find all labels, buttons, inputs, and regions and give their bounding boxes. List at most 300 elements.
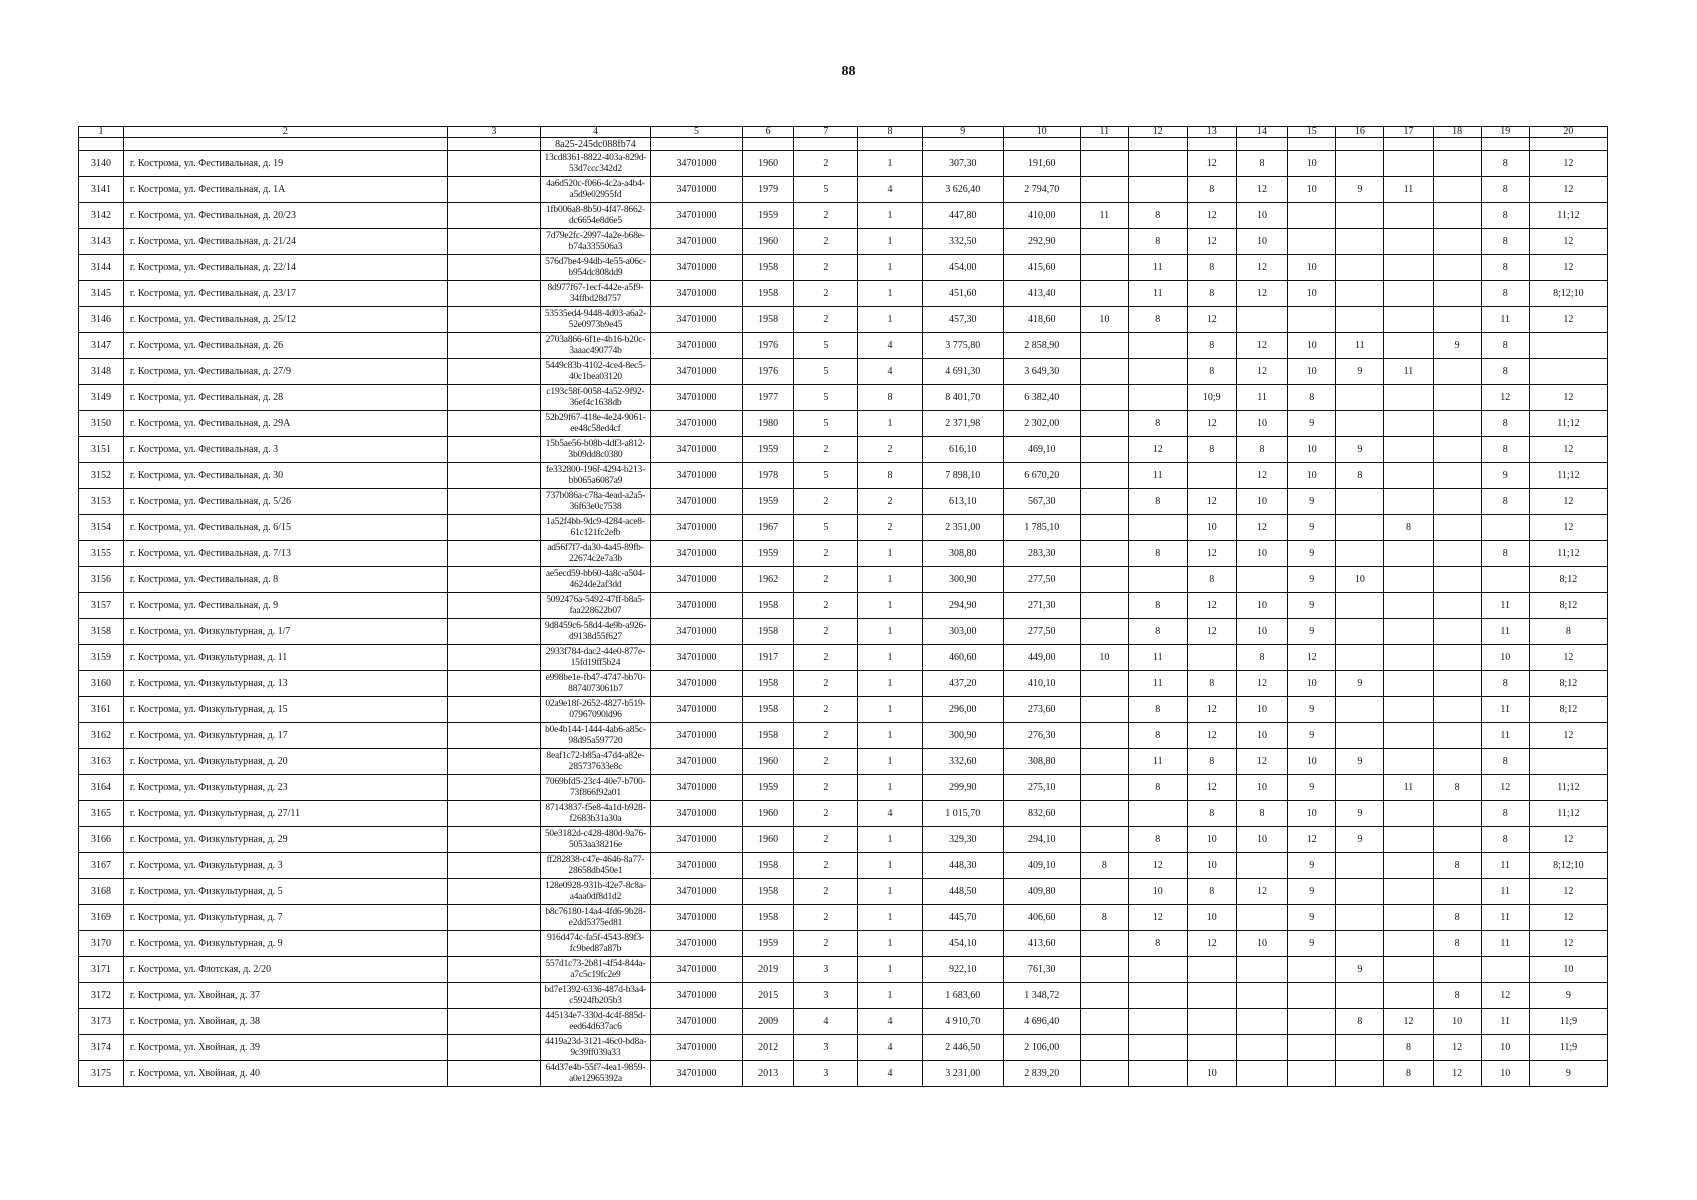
cell-col-2: г. Кострома, ул. Физкультурная, д. 15 [123, 697, 447, 723]
cell-col-5: 34701000 [651, 359, 743, 385]
cell-col-4: 576d7be4-94db-4e55-a06c-b954dc808dd9 [540, 255, 650, 281]
cell-col-12: 11 [1128, 255, 1187, 281]
cell-col-16 [1336, 307, 1384, 333]
cell-col-12: 8 [1128, 203, 1187, 229]
cell-col-19: 11 [1481, 593, 1529, 619]
cell-col-2: г. Кострома, ул. Флотская, д. 2/20 [123, 957, 447, 983]
table-row [79, 749, 1608, 775]
cell-col-13: 12 [1187, 593, 1236, 619]
cell-col-15: 12 [1288, 645, 1336, 671]
cell-col-14 [1236, 1061, 1287, 1087]
cell-col-10: 273,60 [1003, 697, 1080, 723]
cell-col-15 [1288, 203, 1336, 229]
cell-col-2: г. Кострома, ул. Фестивальная, д. 29А [123, 411, 447, 437]
cell-col-4: 1a52f4bb-9dc9-4284-ace8-61c121fc2efb [540, 515, 650, 541]
cell-col-8: 1 [858, 827, 922, 853]
cell-col-2: г. Кострома, ул. Физкультурная, д. 27/11 [123, 801, 447, 827]
cell-col-17 [1384, 151, 1433, 177]
cell-col-1 [79, 138, 124, 151]
cell-col-5: 34701000 [651, 567, 743, 593]
cell-col-20: 8 [1529, 619, 1607, 645]
cell-col-5: 34701000 [651, 749, 743, 775]
cell-col-12 [1128, 177, 1187, 203]
cell-col-10: 410,00 [1003, 203, 1080, 229]
cell-col-1: 3171 [79, 957, 124, 983]
table-row [79, 359, 1608, 385]
cell-col-20: 12 [1529, 515, 1607, 541]
cell-col-20: 11;12 [1529, 541, 1607, 567]
cell-col-3 [447, 177, 540, 203]
cell-col-11 [1080, 749, 1128, 775]
cell-col-19: 8 [1481, 229, 1529, 255]
cell-col-12 [1128, 1061, 1187, 1087]
cell-col-20: 9 [1529, 1061, 1607, 1087]
cell-col-9: 3 231,00 [922, 1061, 1003, 1087]
cell-col-14 [1236, 983, 1287, 1009]
cell-col-1: 3145 [79, 281, 124, 307]
cell-col-8: 1 [858, 879, 922, 905]
cell-col-5: 34701000 [651, 255, 743, 281]
cell-col-10: 567,30 [1003, 489, 1080, 515]
housing-register-table [78, 126, 1608, 1087]
cell-col-10: 4 696,40 [1003, 1009, 1080, 1035]
cell-col-16 [1336, 645, 1384, 671]
cell-col-20: 12 [1529, 931, 1607, 957]
cell-col-17: 8 [1384, 515, 1433, 541]
cell-col-18 [1433, 619, 1481, 645]
table-row [79, 333, 1608, 359]
table-row [79, 645, 1608, 671]
cell-col-18 [1433, 723, 1481, 749]
cell-col-17 [1384, 567, 1433, 593]
cell-col-12 [1128, 1035, 1187, 1061]
cell-col-12: 11 [1128, 645, 1187, 671]
cell-col-7: 2 [794, 541, 858, 567]
cell-col-12: 8 [1128, 723, 1187, 749]
cell-col-9: 445,70 [922, 905, 1003, 931]
cell-col-14 [1236, 957, 1287, 983]
cell-col-17 [1384, 957, 1433, 983]
cell-col-18 [1433, 203, 1481, 229]
cell-col-6: 1960 [742, 801, 793, 827]
cell-col-18: 10 [1433, 1009, 1481, 1035]
cell-col-1: 3157 [79, 593, 124, 619]
cell-col-16: 8 [1336, 463, 1384, 489]
cell-col-5: 34701000 [651, 177, 743, 203]
cell-col-10: 308,80 [1003, 749, 1080, 775]
cell-col-17 [1384, 255, 1433, 281]
cell-col-17 [1384, 801, 1433, 827]
cell-col-5: 34701000 [651, 1035, 743, 1061]
cell-col-1: 3172 [79, 983, 124, 1009]
cell-col-18 [1433, 645, 1481, 671]
cell-col-16: 9 [1336, 801, 1384, 827]
cell-col-14: 12 [1236, 879, 1287, 905]
cell-col-13: 8 [1187, 177, 1236, 203]
cell-col-14: 10 [1236, 619, 1287, 645]
cell-col-4: b8c76180-14a4-4fd6-9b28-e2dd5375ed81 [540, 905, 650, 931]
cell-col-6: 1958 [742, 697, 793, 723]
cell-col-10: 294,10 [1003, 827, 1080, 853]
cell-col-3 [447, 697, 540, 723]
cell-col-13 [1187, 1009, 1236, 1035]
cell-col-4: ae5ecd59-bb60-4a8c-a504-4624de2af3dd [540, 567, 650, 593]
cell-col-8: 1 [858, 541, 922, 567]
cell-col-8: 2 [858, 515, 922, 541]
cell-col-5: 5 [651, 127, 743, 138]
cell-col-4: 9d8459c6-58d4-4e9b-a926-d9138d55f627 [540, 619, 650, 645]
cell-col-16 [1336, 255, 1384, 281]
cell-col-15: 9 [1288, 879, 1336, 905]
cell-col-9 [922, 138, 1003, 151]
cell-col-1: 3173 [79, 1009, 124, 1035]
cell-col-4: ad56f7f7-da30-4a45-89fb-22674c2e7a3b [540, 541, 650, 567]
cell-col-20: 12 [1529, 489, 1607, 515]
cell-col-17 [1384, 905, 1433, 931]
cell-col-19: 10 [1481, 1061, 1529, 1087]
cell-col-7: 2 [794, 567, 858, 593]
cell-col-17 [1384, 229, 1433, 255]
cell-col-15: 10 [1288, 749, 1336, 775]
cell-col-4: 8eaf1c72-b85a-47d4-a82e-285737633e8c [540, 749, 650, 775]
cell-col-2: г. Кострома, ул. Хвойная, д. 40 [123, 1061, 447, 1087]
cell-col-17 [1384, 645, 1433, 671]
cell-col-12 [1128, 983, 1187, 1009]
cell-col-7: 2 [794, 697, 858, 723]
cell-col-9: 332,60 [922, 749, 1003, 775]
cell-col-9: 3 775,80 [922, 333, 1003, 359]
cell-col-9: 329,30 [922, 827, 1003, 853]
cell-col-19: 8 [1481, 281, 1529, 307]
cell-col-3 [447, 151, 540, 177]
cell-col-3 [447, 645, 540, 671]
cell-col-9: 616,10 [922, 437, 1003, 463]
cell-col-17 [1384, 853, 1433, 879]
cell-col-20: 11;9 [1529, 1009, 1607, 1035]
cell-col-13: 8 [1187, 333, 1236, 359]
cell-col-12: 8 [1128, 489, 1187, 515]
cell-col-17 [1384, 385, 1433, 411]
cell-col-2: г. Кострома, ул. Физкультурная, д. 9 [123, 931, 447, 957]
cell-col-6: 1958 [742, 671, 793, 697]
cell-col-18 [1433, 515, 1481, 541]
cell-col-14 [1236, 138, 1287, 151]
cell-col-3 [447, 1035, 540, 1061]
cell-col-12: 12 [1128, 127, 1187, 138]
cell-col-2: г. Кострома, ул. Физкультурная, д. 13 [123, 671, 447, 697]
cell-col-8: 1 [858, 281, 922, 307]
cell-col-3 [447, 879, 540, 905]
cell-col-18 [1433, 359, 1481, 385]
cell-col-19: 8 [1481, 151, 1529, 177]
cell-col-2: г. Кострома, ул. Фестивальная, д. 22/14 [123, 255, 447, 281]
cell-col-2: г. Кострома, ул. Фестивальная, д. 20/23 [123, 203, 447, 229]
cell-col-17: 8 [1384, 1035, 1433, 1061]
cell-col-15: 10 [1288, 359, 1336, 385]
cell-col-5: 34701000 [651, 203, 743, 229]
cell-col-17 [1384, 879, 1433, 905]
cell-col-11 [1080, 255, 1128, 281]
cell-col-4: 5092476a-5492-47ff-b8a5-faa228622b07 [540, 593, 650, 619]
cell-col-1: 3164 [79, 775, 124, 801]
cell-col-11: 11 [1080, 203, 1128, 229]
cell-col-15: 10 [1288, 437, 1336, 463]
cell-col-7: 3 [794, 1061, 858, 1087]
cell-col-12: 12 [1128, 905, 1187, 931]
cell-col-8: 1 [858, 671, 922, 697]
cell-col-8: 1 [858, 593, 922, 619]
cell-col-7: 2 [794, 879, 858, 905]
cell-col-9: 4 691,30 [922, 359, 1003, 385]
cell-col-18 [1433, 255, 1481, 281]
cell-col-14: 12 [1236, 463, 1287, 489]
cell-col-8: 1 [858, 229, 922, 255]
cell-col-9: 296,00 [922, 697, 1003, 723]
cell-col-5: 34701000 [651, 281, 743, 307]
cell-col-13 [1187, 463, 1236, 489]
cell-col-6: 1958 [742, 307, 793, 333]
cell-col-6: 1958 [742, 879, 793, 905]
cell-col-11 [1080, 437, 1128, 463]
cell-col-15 [1288, 229, 1336, 255]
cell-col-5: 34701000 [651, 879, 743, 905]
cell-col-6: 2012 [742, 1035, 793, 1061]
cell-col-11 [1080, 489, 1128, 515]
cell-col-11 [1080, 593, 1128, 619]
cell-col-3 [447, 463, 540, 489]
cell-col-8: 8 [858, 463, 922, 489]
cell-col-20: 11;9 [1529, 1035, 1607, 1061]
cell-col-1: 3174 [79, 1035, 124, 1061]
cell-col-20: 12 [1529, 385, 1607, 411]
cell-col-13: 12 [1187, 229, 1236, 255]
cell-col-12: 8 [1128, 775, 1187, 801]
cell-col-10: 413,40 [1003, 281, 1080, 307]
cell-col-2: г. Кострома, ул. Фестивальная, д. 5/26 [123, 489, 447, 515]
cell-col-1: 3154 [79, 515, 124, 541]
cell-col-7: 2 [794, 853, 858, 879]
cell-col-9: 3 626,40 [922, 177, 1003, 203]
table-row [79, 177, 1608, 203]
cell-col-10: 6 670,20 [1003, 463, 1080, 489]
cell-col-5: 34701000 [651, 697, 743, 723]
cell-col-10: 1 348,72 [1003, 983, 1080, 1009]
cell-col-5: 34701000 [651, 385, 743, 411]
cell-col-2: 2 [123, 127, 447, 138]
cell-col-14: 10 [1236, 541, 1287, 567]
cell-col-2: г. Кострома, ул. Физкультурная, д. 1/7 [123, 619, 447, 645]
cell-col-10: 418,60 [1003, 307, 1080, 333]
cell-col-13: 12 [1187, 775, 1236, 801]
cell-col-13: 8 [1187, 749, 1236, 775]
cell-col-7: 2 [794, 593, 858, 619]
cell-col-11 [1080, 1061, 1128, 1087]
cell-col-8: 8 [858, 385, 922, 411]
cell-col-12 [1128, 1009, 1187, 1035]
cell-col-5: 34701000 [651, 515, 743, 541]
cell-col-2: г. Кострома, ул. Фестивальная, д. 6/15 [123, 515, 447, 541]
cell-col-18 [1433, 957, 1481, 983]
cell-col-11: 8 [1080, 853, 1128, 879]
cell-col-17 [1384, 541, 1433, 567]
table-row [79, 229, 1608, 255]
cell-col-12: 8 [1128, 541, 1187, 567]
cell-col-16 [1336, 385, 1384, 411]
cell-col-20: 12 [1529, 879, 1607, 905]
cell-col-16 [1336, 879, 1384, 905]
cell-col-19: 11 [1481, 905, 1529, 931]
cell-col-2: г. Кострома, ул. Физкультурная, д. 5 [123, 879, 447, 905]
cell-col-20: 12 [1529, 229, 1607, 255]
cell-col-15: 9 [1288, 775, 1336, 801]
cell-col-10: 2 106,00 [1003, 1035, 1080, 1061]
cell-col-11: 11 [1080, 127, 1128, 138]
cell-col-11 [1080, 463, 1128, 489]
cell-col-1: 3140 [79, 151, 124, 177]
cell-col-15 [1288, 983, 1336, 1009]
cell-col-5: 34701000 [651, 463, 743, 489]
cell-col-3 [447, 489, 540, 515]
table-row [79, 957, 1608, 983]
cell-col-18 [1433, 177, 1481, 203]
cell-col-3 [447, 515, 540, 541]
cell-col-11 [1080, 333, 1128, 359]
cell-col-16 [1336, 1035, 1384, 1061]
cell-col-8: 1 [858, 307, 922, 333]
cell-col-15: 10 [1288, 671, 1336, 697]
cell-col-8: 4 [858, 1009, 922, 1035]
cell-col-10: 410,10 [1003, 671, 1080, 697]
cell-col-8: 1 [858, 203, 922, 229]
cell-col-15: 9 [1288, 489, 1336, 515]
cell-col-9: 332,50 [922, 229, 1003, 255]
cell-col-8: 1 [858, 255, 922, 281]
cell-col-17: 11 [1384, 359, 1433, 385]
cell-col-2: г. Кострома, ул. Хвойная, д. 39 [123, 1035, 447, 1061]
cell-col-8: 2 [858, 437, 922, 463]
cell-col-18 [1433, 229, 1481, 255]
cell-col-17 [1384, 437, 1433, 463]
cell-col-9: 7 898,10 [922, 463, 1003, 489]
cell-col-5: 34701000 [651, 593, 743, 619]
cell-col-16 [1336, 697, 1384, 723]
cell-col-13: 12 [1187, 307, 1236, 333]
cell-col-18: 8 [1433, 853, 1481, 879]
cell-col-2 [123, 138, 447, 151]
cell-col-16 [1336, 489, 1384, 515]
cell-col-18 [1433, 138, 1481, 151]
cell-col-13 [1187, 983, 1236, 1009]
table-row [79, 437, 1608, 463]
cell-col-13: 10;9 [1187, 385, 1236, 411]
cell-col-8: 1 [858, 151, 922, 177]
cell-col-18 [1433, 801, 1481, 827]
cell-col-13: 10 [1187, 1061, 1236, 1087]
cell-col-14 [1236, 905, 1287, 931]
cell-col-20: 20 [1529, 127, 1607, 138]
cell-col-4: 5449c83b-4102-4ce4-8ec5-40c1bea03120 [540, 359, 650, 385]
cell-col-14: 10 [1236, 697, 1287, 723]
cell-col-16 [1336, 1061, 1384, 1087]
cell-col-10: 409,10 [1003, 853, 1080, 879]
cell-col-5: 34701000 [651, 437, 743, 463]
cell-col-4: 87143837-f5e8-4a1d-b928-f2683b31a30a [540, 801, 650, 827]
cell-col-4: 02a9e18f-2652-4827-b519-07967090ld96 [540, 697, 650, 723]
cell-col-3 [447, 359, 540, 385]
cell-col-20: 12 [1529, 645, 1607, 671]
cell-col-15 [1288, 1035, 1336, 1061]
cell-col-4: 13cd8361-8822-403a-829d-53d7ccc342d2 [540, 151, 650, 177]
cell-col-10 [1003, 138, 1080, 151]
cell-col-8: 1 [858, 983, 922, 1009]
cell-col-6: 2013 [742, 1061, 793, 1087]
cell-col-2: г. Кострома, ул. Фестивальная, д. 3 [123, 437, 447, 463]
table-row [79, 151, 1608, 177]
cell-col-5: 34701000 [651, 931, 743, 957]
cell-col-10: 283,30 [1003, 541, 1080, 567]
cell-col-12: 8 [1128, 697, 1187, 723]
cell-col-11 [1080, 931, 1128, 957]
cell-col-10: 2 839,20 [1003, 1061, 1080, 1087]
cell-col-13: 8 [1187, 281, 1236, 307]
cell-col-7: 2 [794, 749, 858, 775]
cell-col-18 [1433, 541, 1481, 567]
cell-col-17 [1384, 931, 1433, 957]
cell-col-15: 15 [1288, 127, 1336, 138]
table-row [79, 879, 1608, 905]
cell-col-8: 1 [858, 749, 922, 775]
cell-col-6: 1962 [742, 567, 793, 593]
cell-col-18 [1433, 567, 1481, 593]
cell-col-11: 8 [1080, 905, 1128, 931]
table-row [79, 307, 1608, 333]
cell-col-17 [1384, 138, 1433, 151]
cell-col-13: 8 [1187, 567, 1236, 593]
cell-col-9: 300,90 [922, 567, 1003, 593]
cell-col-18 [1433, 749, 1481, 775]
cell-col-11 [1080, 359, 1128, 385]
cell-col-7: 3 [794, 983, 858, 1009]
cell-col-14: 10 [1236, 229, 1287, 255]
cell-col-12 [1128, 801, 1187, 827]
cell-col-19: 11 [1481, 1009, 1529, 1035]
cell-col-13: 12 [1187, 931, 1236, 957]
cell-col-6: 1958 [742, 593, 793, 619]
cell-col-9: 299,90 [922, 775, 1003, 801]
cell-col-18: 18 [1433, 127, 1481, 138]
cell-col-18 [1433, 307, 1481, 333]
cell-col-4: 15b5ae56-b08b-4df3-a812-3b09dd8c0380 [540, 437, 650, 463]
cell-col-5: 34701000 [651, 801, 743, 827]
cell-col-6: 1959 [742, 541, 793, 567]
cell-col-3 [447, 827, 540, 853]
cell-col-19: 12 [1481, 775, 1529, 801]
cell-col-12: 11 [1128, 281, 1187, 307]
cell-col-16: 9 [1336, 177, 1384, 203]
cell-col-15: 9 [1288, 541, 1336, 567]
cell-col-9: 457,30 [922, 307, 1003, 333]
cell-col-7: 2 [794, 281, 858, 307]
cell-col-8: 4 [858, 359, 922, 385]
cell-col-6: 1958 [742, 853, 793, 879]
cell-col-3 [447, 853, 540, 879]
cell-col-14: 10 [1236, 931, 1287, 957]
cell-col-10: 2 302,00 [1003, 411, 1080, 437]
cell-col-15: 9 [1288, 905, 1336, 931]
column-number-row [79, 127, 1608, 138]
cell-col-11 [1080, 879, 1128, 905]
cell-col-2: г. Кострома, ул. Фестивальная, д. 1А [123, 177, 447, 203]
